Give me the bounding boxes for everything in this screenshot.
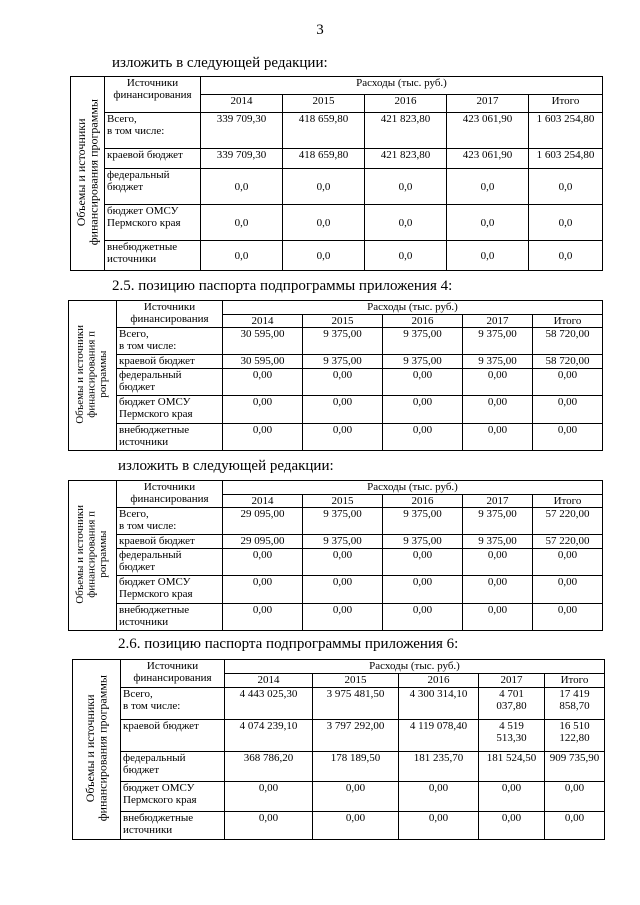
year-header: 2014 <box>223 315 303 328</box>
side-label-cell <box>69 301 117 451</box>
value-cell: 9 375,00 <box>303 328 383 355</box>
value-cell: 418 659,80 <box>283 149 365 169</box>
value-cell: 9 375,00 <box>383 355 463 369</box>
value-cell: 0,00 <box>223 576 303 604</box>
value-cell: 339 709,30 <box>201 113 283 149</box>
side-label-cell <box>69 481 117 631</box>
row-label: краевой бюджет <box>117 355 223 369</box>
value-cell: 9 375,00 <box>383 508 463 535</box>
value-cell: 30 595,00 <box>223 328 303 355</box>
value-cell: 9 375,00 <box>463 328 533 355</box>
value-cell: 181 524,50 <box>479 752 545 782</box>
value-cell: 0,00 <box>479 812 545 840</box>
value-cell: 0,00 <box>313 812 399 840</box>
year-header: Итого <box>533 315 603 328</box>
value-cell: 0,0 <box>529 205 603 241</box>
row-label: краевой бюджет <box>117 535 223 549</box>
source-header: Источники финансирования <box>117 301 223 328</box>
value-cell: 0,0 <box>529 169 603 205</box>
value-cell: 0,00 <box>463 604 533 631</box>
value-cell: 418 659,80 <box>283 113 365 149</box>
value-cell: 0,00 <box>533 604 603 631</box>
value-cell: 0,00 <box>383 424 463 451</box>
year-header: 2016 <box>383 495 463 508</box>
table-row <box>73 688 605 720</box>
table-row <box>69 535 603 549</box>
value-cell: 421 823,80 <box>365 113 447 149</box>
year-header: 2014 <box>225 674 313 688</box>
table-row <box>69 604 603 631</box>
year-header: 2017 <box>463 495 533 508</box>
value-cell: 9 375,00 <box>383 328 463 355</box>
side-label: Объемы и источники финансирования программы <box>82 675 110 822</box>
value-cell: 181 235,70 <box>399 752 479 782</box>
value-cell: 0,00 <box>533 396 603 424</box>
value-cell: 0,00 <box>303 549 383 576</box>
expense-header: Расходы (тыс. руб.) <box>223 481 603 495</box>
value-cell: 4 119 078,40 <box>399 720 479 752</box>
value-cell: 0,00 <box>533 576 603 604</box>
value-cell: 0,00 <box>463 424 533 451</box>
row-label: Всего, в том числе: <box>105 113 201 149</box>
value-cell: 0,0 <box>447 205 529 241</box>
table-row <box>69 355 603 369</box>
year-header: 2017 <box>463 315 533 328</box>
year-header: 2014 <box>201 95 283 113</box>
value-cell: 0,0 <box>283 169 365 205</box>
value-cell: 0,00 <box>533 549 603 576</box>
value-cell: 4 443 025,30 <box>225 688 313 720</box>
table-row <box>71 169 603 205</box>
value-cell: 4 074 239,10 <box>225 720 313 752</box>
section-caption: изложить в следующей редакции: <box>112 55 328 71</box>
value-cell: 0,00 <box>399 812 479 840</box>
value-cell: 0,00 <box>303 604 383 631</box>
value-cell: 423 061,90 <box>447 149 529 169</box>
value-cell: 0,00 <box>303 396 383 424</box>
year-header: Итого <box>533 495 603 508</box>
page-number: 3 <box>316 22 324 38</box>
section-caption: 2.6. позицию паспорта подпрограммы приложения 6: <box>118 636 459 652</box>
value-cell: 0,00 <box>303 424 383 451</box>
value-cell: 0,00 <box>223 549 303 576</box>
value-cell: 1 603 254,80 <box>529 149 603 169</box>
value-cell: 368 786,20 <box>225 752 313 782</box>
value-cell: 0,00 <box>313 782 399 812</box>
section-caption: изложить в следующей редакции: <box>118 458 334 474</box>
funding-table <box>68 480 603 631</box>
value-cell: 0,00 <box>479 782 545 812</box>
value-cell: 0,00 <box>383 369 463 396</box>
year-header: Итого <box>529 95 603 113</box>
row-label: внебюджетные источники <box>117 604 223 631</box>
value-cell: 0,00 <box>533 369 603 396</box>
value-cell: 3 797 292,00 <box>313 720 399 752</box>
value-cell: 0,00 <box>383 576 463 604</box>
value-cell: 0,00 <box>383 549 463 576</box>
value-cell: 0,0 <box>365 241 447 271</box>
year-header: 2017 <box>479 674 545 688</box>
row-label: федеральный бюджет <box>121 752 225 782</box>
value-cell: 4 701 037,80 <box>479 688 545 720</box>
value-cell: 0,00 <box>225 812 313 840</box>
value-cell: 0,0 <box>365 205 447 241</box>
row-label: федеральный бюджет <box>105 169 201 205</box>
year-header: 2015 <box>303 495 383 508</box>
value-cell: 4 519 513,30 <box>479 720 545 752</box>
row-label: внебюджетные источники <box>121 812 225 840</box>
row-label: Всего, в том числе: <box>121 688 225 720</box>
value-cell: 57 220,00 <box>533 535 603 549</box>
row-label: федеральный бюджет <box>117 369 223 396</box>
table-row <box>71 113 603 149</box>
row-label: федеральный бюджет <box>117 549 223 576</box>
value-cell: 0,00 <box>383 604 463 631</box>
value-cell: 1 603 254,80 <box>529 113 603 149</box>
table-row <box>73 720 605 752</box>
value-cell: 0,0 <box>447 169 529 205</box>
row-label: бюджет ОМСУ Пермского края <box>105 205 201 241</box>
value-cell: 0,00 <box>463 576 533 604</box>
value-cell: 0,0 <box>447 241 529 271</box>
value-cell: 0,0 <box>201 169 283 205</box>
side-label-cell <box>73 660 121 840</box>
value-cell: 57 220,00 <box>533 508 603 535</box>
year-header: 2015 <box>303 315 383 328</box>
source-header: Источники финансирования <box>105 77 201 113</box>
value-cell: 0,00 <box>463 369 533 396</box>
year-header: 2016 <box>399 674 479 688</box>
value-cell: 0,00 <box>223 424 303 451</box>
row-label: краевой бюджет <box>121 720 225 752</box>
table-row <box>69 328 603 355</box>
year-header: 2015 <box>283 95 365 113</box>
section-caption: 2.5. позицию паспорта подпрограммы приложения 4: <box>112 278 453 294</box>
table-row <box>73 812 605 840</box>
value-cell: 0,00 <box>545 812 605 840</box>
value-cell: 0,0 <box>201 241 283 271</box>
source-header: Источники финансирования <box>121 660 225 688</box>
table-row <box>69 508 603 535</box>
row-label: бюджет ОМСУ Пермского края <box>117 576 223 604</box>
funding-table <box>72 659 605 840</box>
value-cell: 16 510 122,80 <box>545 720 605 752</box>
value-cell: 9 375,00 <box>303 355 383 369</box>
side-label-cell <box>71 77 105 271</box>
row-label: Всего, в том числе: <box>117 328 223 355</box>
value-cell: 0,00 <box>463 549 533 576</box>
value-cell: 339 709,30 <box>201 149 283 169</box>
value-cell: 9 375,00 <box>463 508 533 535</box>
year-header: 2017 <box>447 95 529 113</box>
value-cell: 0,00 <box>463 396 533 424</box>
value-cell: 0,00 <box>225 782 313 812</box>
value-cell: 909 735,90 <box>545 752 605 782</box>
side-label: Объемы и источники финансирования п рограммы <box>74 504 110 604</box>
row-label: Всего, в том числе: <box>117 508 223 535</box>
table-row <box>69 396 603 424</box>
row-label: бюджет ОМСУ Пермского края <box>117 396 223 424</box>
source-header: Источники финансирования <box>117 481 223 508</box>
expense-header: Расходы (тыс. руб.) <box>201 77 603 95</box>
value-cell: 58 720,00 <box>533 355 603 369</box>
value-cell: 0,00 <box>545 782 605 812</box>
value-cell: 0,00 <box>223 604 303 631</box>
funding-table <box>70 76 603 271</box>
table-row <box>73 752 605 782</box>
table-row <box>69 549 603 576</box>
table-row <box>69 424 603 451</box>
row-label: внебюджетные источники <box>117 424 223 451</box>
value-cell: 0,00 <box>303 369 383 396</box>
funding-table <box>68 300 603 451</box>
value-cell: 0,00 <box>533 424 603 451</box>
value-cell: 421 823,80 <box>365 149 447 169</box>
value-cell: 4 300 314,10 <box>399 688 479 720</box>
value-cell: 0,00 <box>303 576 383 604</box>
row-label: внебюджетные источники <box>105 241 201 271</box>
side-label: Объемы и источники финансирования программы <box>73 99 101 246</box>
value-cell: 0,00 <box>399 782 479 812</box>
year-header: 2016 <box>365 95 447 113</box>
year-header: 2014 <box>223 495 303 508</box>
value-cell: 9 375,00 <box>303 508 383 535</box>
value-cell: 0,0 <box>283 205 365 241</box>
value-cell: 29 095,00 <box>223 535 303 549</box>
expense-header: Расходы (тыс. руб.) <box>225 660 605 674</box>
value-cell: 423 061,90 <box>447 113 529 149</box>
value-cell: 3 975 481,50 <box>313 688 399 720</box>
year-header: 2016 <box>383 315 463 328</box>
row-label: бюджет ОМСУ Пермского края <box>121 782 225 812</box>
value-cell: 0,0 <box>283 241 365 271</box>
value-cell: 0,00 <box>223 369 303 396</box>
table-row <box>71 205 603 241</box>
value-cell: 0,00 <box>223 396 303 424</box>
value-cell: 9 375,00 <box>303 535 383 549</box>
table-row <box>69 369 603 396</box>
value-cell: 17 419 858,70 <box>545 688 605 720</box>
expense-header: Расходы (тыс. руб.) <box>223 301 603 315</box>
value-cell: 178 189,50 <box>313 752 399 782</box>
value-cell: 9 375,00 <box>383 535 463 549</box>
row-label: краевой бюджет <box>105 149 201 169</box>
table-row <box>69 576 603 604</box>
value-cell: 0,0 <box>529 241 603 271</box>
value-cell: 0,0 <box>365 169 447 205</box>
table-row <box>71 241 603 271</box>
value-cell: 0,0 <box>201 205 283 241</box>
value-cell: 30 595,00 <box>223 355 303 369</box>
table-row <box>71 149 603 169</box>
side-label: Объемы и источники финансирования п рограммы <box>74 324 110 424</box>
table-row <box>73 782 605 812</box>
value-cell: 9 375,00 <box>463 355 533 369</box>
value-cell: 29 095,00 <box>223 508 303 535</box>
value-cell: 9 375,00 <box>463 535 533 549</box>
year-header: Итого <box>545 674 605 688</box>
value-cell: 0,00 <box>383 396 463 424</box>
value-cell: 58 720,00 <box>533 328 603 355</box>
year-header: 2015 <box>313 674 399 688</box>
